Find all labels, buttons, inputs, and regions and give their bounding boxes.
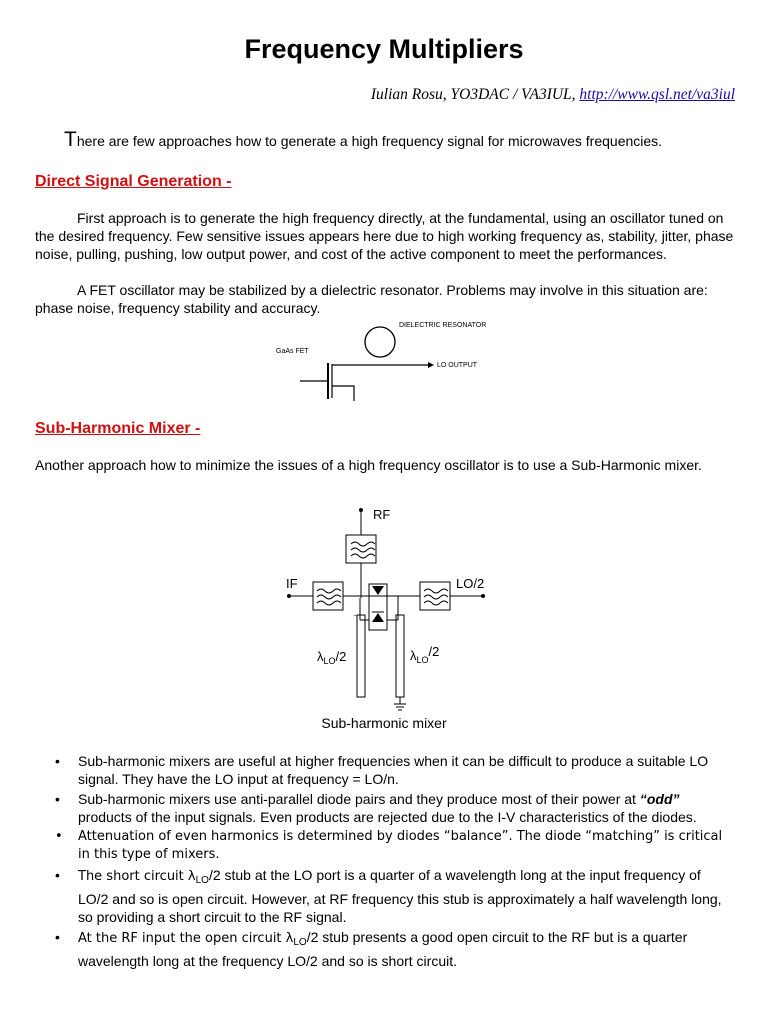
resonator-label: DIELECTRIC RESONATOR: [399, 322, 487, 329]
author-line: [371, 86, 735, 104]
figure-caption: Sub-harmonic mixer: [321, 715, 447, 731]
output-label: LO OUTPUT: [437, 362, 478, 369]
bullet-list: [35, 752, 735, 972]
list-item: • Sub-harmonic mixers use anti-parallel diode pairs and they produce most of their power at “odd” products of the input signals. Even products are rejected due to the I-V characteristics of the diodes.: [35, 790, 735, 826]
subharmonic-mixer-diagram: [280, 500, 500, 715]
list-item: • At the RF input the open circuit $\lambda_{LO}/2$ stub presents a good open circuit to the RF but is a quarter wavelength long at the frequency LO/2 and so is short circuit.: [35, 928, 735, 970]
source-lead: [332, 386, 354, 401]
intro-paragraph: [64, 128, 662, 152]
output-arrow-icon: [428, 362, 434, 368]
drop-cap: T: [64, 128, 77, 151]
if-label: IF: [286, 576, 298, 591]
subharmonic-paragraph-1: Another approach how to minimize the issues of a high frequency oscillator is to use a Sub-Harmonic mixer.: [35, 457, 702, 473]
list-item: • The short circuit $\lambda_{LO}/2$ stub at the LO port is a quarter of a wavelength long at the input frequency of LO/2 and so is open circuit. However, at RF frequency this stub is approximately a half wavelength long, so providing a short circuit to the RF signal.: [35, 866, 735, 926]
rf-label: RF: [373, 507, 391, 522]
stub-label-left: $\lambda_{LO}/2$: [317, 649, 347, 666]
list-item: • Sub-harmonic mixers are useful at higher frequencies when it can be difficult to produce a suitable LO signal. They have the LO input at frequency = LO/n.: [35, 752, 735, 788]
list-item: • Attenuation of even harmonics is determined by diodes “balance”. The diode “matching” is critical in this type of mixers.: [35, 828, 735, 864]
section-heading-direct: Direct Signal Generation -: [35, 173, 232, 190]
direct-paragraph-2: A FET oscillator may be stabilized by a dielectric resonator. Problems may involve in this situation are: phase noise, frequency stability and accuracy.: [35, 282, 708, 316]
fet-label: GaAs FET: [276, 348, 309, 355]
direct-paragraph-1: First approach is to generate the high frequency directly, at the fundamental, using an oscillator tuned on the desired frequency. Few sensitive issues appears here due to high working frequency as, stability, jitter, phase noise, pulling, pushing, low output power, and cost of the active component to meet the performances.: [35, 210, 734, 262]
stub-label-right: $\lambda_{LO}/2$: [410, 644, 440, 665]
intro-text: here are few approaches how to generate a high frequency signal for microwaves frequencies.: [76, 133, 663, 149]
dielectric-resonator-shape: [365, 327, 395, 357]
lo-label: LO/2: [456, 576, 485, 591]
fet-oscillator-diagram: [270, 315, 510, 405]
page-title: Frequency Multipliers: [244, 34, 524, 64]
section-heading-subharmonic: Sub-Harmonic Mixer -: [35, 420, 201, 437]
author-name: Iulian Rosu, YO3DAC / VA3IUL,: [370, 86, 576, 103]
author-link[interactable]: http://www.qsl.net/va3iul: [579, 86, 735, 103]
